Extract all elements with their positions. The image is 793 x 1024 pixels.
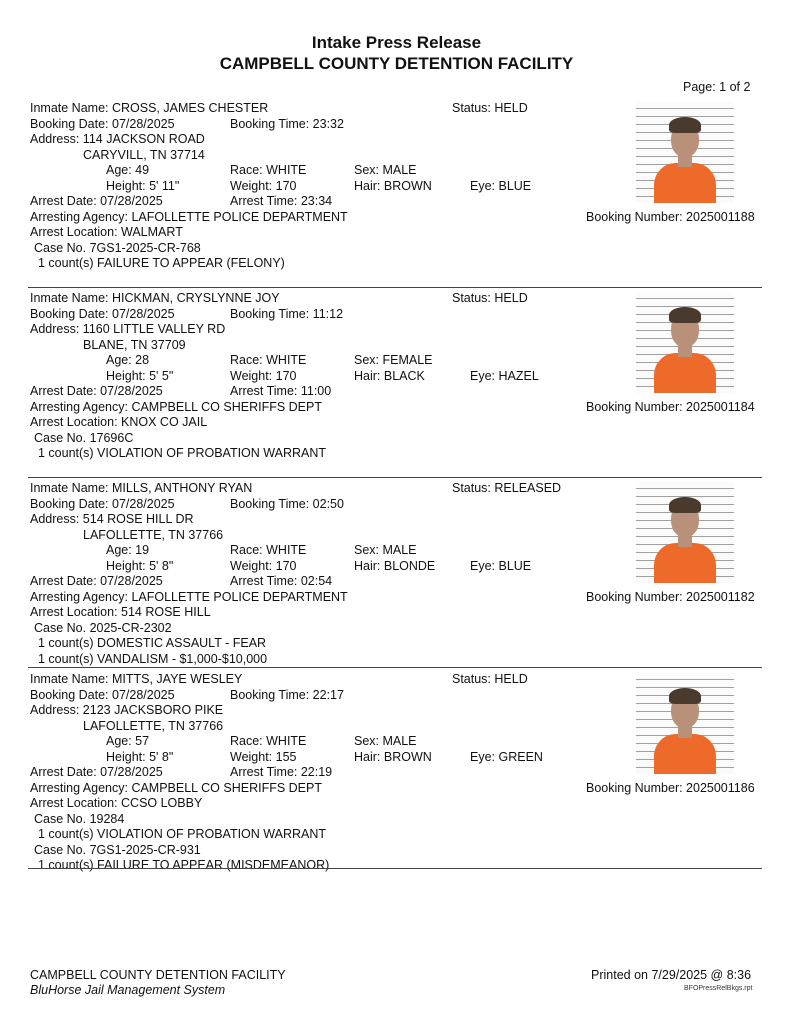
address-line2: LAFOLLETTE, TN 37766 <box>83 718 224 733</box>
charge-line: 1 count(s) VANDALISM - $1,000-$10,000 <box>38 651 268 666</box>
facility-title: CAMPBELL COUNTY DETENTION FACILITY <box>219 54 574 73</box>
booking-number: Booking Number: 2025001186 <box>586 780 755 795</box>
charge-line: 1 count(s) DOMESTIC ASSAULT - FEAR <box>38 636 267 650</box>
weight: Weight: 170 <box>230 178 297 193</box>
footer-system: BluHorse Jail Management System <box>30 983 226 997</box>
footer-facility: CAMPBELL COUNTY DETENTION FACILITY <box>30 968 286 982</box>
hair: Hair: BROWN <box>354 749 432 764</box>
address-line1: Address: 1160 LITTLE VALLEY RD <box>30 322 226 336</box>
arrest-date: Arrest Date: 07/28/2025 <box>30 384 163 398</box>
booking-number: Booking Number: 2025001184 <box>586 399 755 414</box>
status: Status: HELD <box>452 291 528 305</box>
race: Race: WHITE <box>230 163 307 177</box>
charge-line: 1 count(s) FAILURE TO APPEAR (FELONY) <box>38 256 285 270</box>
booking-date: Booking Date: 07/28/2025 <box>30 116 175 131</box>
arrest-time: Arrest Time: 02:54 <box>230 574 333 588</box>
booking-time: Booking Time: 23:32 <box>230 116 344 131</box>
eye: Eye: GREEN <box>470 749 543 764</box>
mugshot-photo <box>636 481 734 583</box>
arrest-date: Arrest Date: 07/28/2025 <box>30 574 163 588</box>
sex: Sex: MALE <box>354 163 417 177</box>
case-number: Case No. 19284 <box>34 811 125 826</box>
arrest-time: Arrest Time: 22:19 <box>230 765 333 779</box>
booking-date: Booking Date: 07/28/2025 <box>30 496 175 511</box>
booking-time: Booking Time: 11:12 <box>230 306 344 321</box>
height: Height: 5' 5" <box>106 368 174 383</box>
arrest-time: Arrest Time: 23:34 <box>230 194 333 208</box>
eye: Eye: BLUE <box>470 178 532 193</box>
case-number: Case No. 17696C <box>34 430 134 445</box>
arrest-location: Arrest Location: CCSO LOBBY <box>30 796 203 810</box>
age: Age: 28 <box>106 353 150 367</box>
sex: Sex: MALE <box>354 734 417 748</box>
arrest-location: Arrest Location: KNOX CO JAIL <box>30 415 208 429</box>
arrest-location: Arrest Location: 514 ROSE HILL <box>30 605 211 619</box>
record-divider <box>28 868 762 869</box>
record-divider <box>28 667 762 668</box>
race: Race: WHITE <box>230 734 307 748</box>
inmate-name: Inmate Name: HICKMAN, CRYSLYNNE JOY <box>30 291 280 305</box>
arrest-time: Arrest Time: 11:00 <box>230 384 332 398</box>
arresting-agency: Arresting Agency: LAFOLLETTE POLICE DEPARTMENT <box>30 209 348 224</box>
arrest-location: Arrest Location: WALMART <box>30 225 183 239</box>
address-line2: LAFOLLETTE, TN 37766 <box>83 527 224 542</box>
charge-line: 1 count(s) FAILURE TO APPEAR (MISDEMEANOR) <box>38 858 330 872</box>
status: Status: HELD <box>452 672 528 686</box>
booking-number: Booking Number: 2025001188 <box>586 209 755 224</box>
document-title: Intake Press Release <box>311 33 482 52</box>
inmate-name: Inmate Name: MILLS, ANTHONY RYAN <box>30 481 253 495</box>
mugshot-photo <box>636 101 734 203</box>
booking-number: Booking Number: 2025001182 <box>586 589 755 604</box>
page-number: Page: 1 of 2 <box>683 80 751 94</box>
case-number: Case No. 7GS1-2025-CR-931 <box>34 842 201 857</box>
charge-line: 1 count(s) VIOLATION OF PROBATION WARRANT <box>38 446 327 460</box>
race: Race: WHITE <box>230 543 307 557</box>
eye: Eye: HAZEL <box>470 368 539 383</box>
mugshot-photo <box>636 291 734 393</box>
status: Status: HELD <box>452 101 528 115</box>
record-divider <box>28 477 762 478</box>
booking-time: Booking Time: 22:17 <box>230 687 344 702</box>
charge-line: 1 count(s) VIOLATION OF PROBATION WARRANT <box>38 827 327 841</box>
weight: Weight: 170 <box>230 558 297 573</box>
mugshot-photo <box>636 672 734 774</box>
height: Height: 5' 11" <box>106 178 180 193</box>
arrest-date: Arrest Date: 07/28/2025 <box>30 765 163 779</box>
weight: Weight: 155 <box>230 749 297 764</box>
case-number: Case No. 7GS1-2025-CR-768 <box>34 240 201 255</box>
height: Height: 5' 8" <box>106 749 174 764</box>
address-line2: CARYVILL, TN 37714 <box>83 147 205 162</box>
hair: Hair: BLACK <box>354 368 425 383</box>
arresting-agency: Arresting Agency: CAMPBELL CO SHERIFFS DEPT <box>30 780 322 795</box>
weight: Weight: 170 <box>230 368 297 383</box>
booking-time: Booking Time: 02:50 <box>230 496 344 511</box>
footer-printed: Printed on 7/29/2025 @ 8:36 <box>591 968 752 982</box>
age: Age: 49 <box>106 163 150 177</box>
eye: Eye: BLUE <box>470 558 532 573</box>
arresting-agency: Arresting Agency: LAFOLLETTE POLICE DEPARTMENT <box>30 589 348 604</box>
record-divider <box>28 287 762 288</box>
case-number: Case No. 2025-CR-2302 <box>34 620 172 635</box>
age: Age: 57 <box>106 734 150 748</box>
booking-date: Booking Date: 07/28/2025 <box>30 687 175 702</box>
hair: Hair: BLONDE <box>354 558 436 573</box>
inmate-name: Inmate Name: MITTS, JAYE WESLEY <box>30 672 243 686</box>
sex: Sex: MALE <box>354 543 417 557</box>
arrest-date: Arrest Date: 07/28/2025 <box>30 194 163 208</box>
booking-date: Booking Date: 07/28/2025 <box>30 306 175 321</box>
address-line1: Address: 114 JACKSON ROAD <box>30 132 205 146</box>
hair: Hair: BROWN <box>354 178 432 193</box>
address-line1: Address: 2123 JACKSBORO PIKE <box>30 703 224 717</box>
sex: Sex: FEMALE <box>354 353 433 367</box>
address-line2: BLANE, TN 37709 <box>83 337 186 352</box>
footer-report-name: BFOPressRelBkgs.rpt <box>684 985 753 992</box>
race: Race: WHITE <box>230 353 307 367</box>
address-line1: Address: 514 ROSE HILL DR <box>30 512 194 526</box>
status: Status: RELEASED <box>452 481 562 495</box>
arresting-agency: Arresting Agency: CAMPBELL CO SHERIFFS DEPT <box>30 399 322 414</box>
age: Age: 19 <box>106 543 150 557</box>
height: Height: 5' 8" <box>106 558 174 573</box>
inmate-name: Inmate Name: CROSS, JAMES CHESTER <box>30 101 269 115</box>
